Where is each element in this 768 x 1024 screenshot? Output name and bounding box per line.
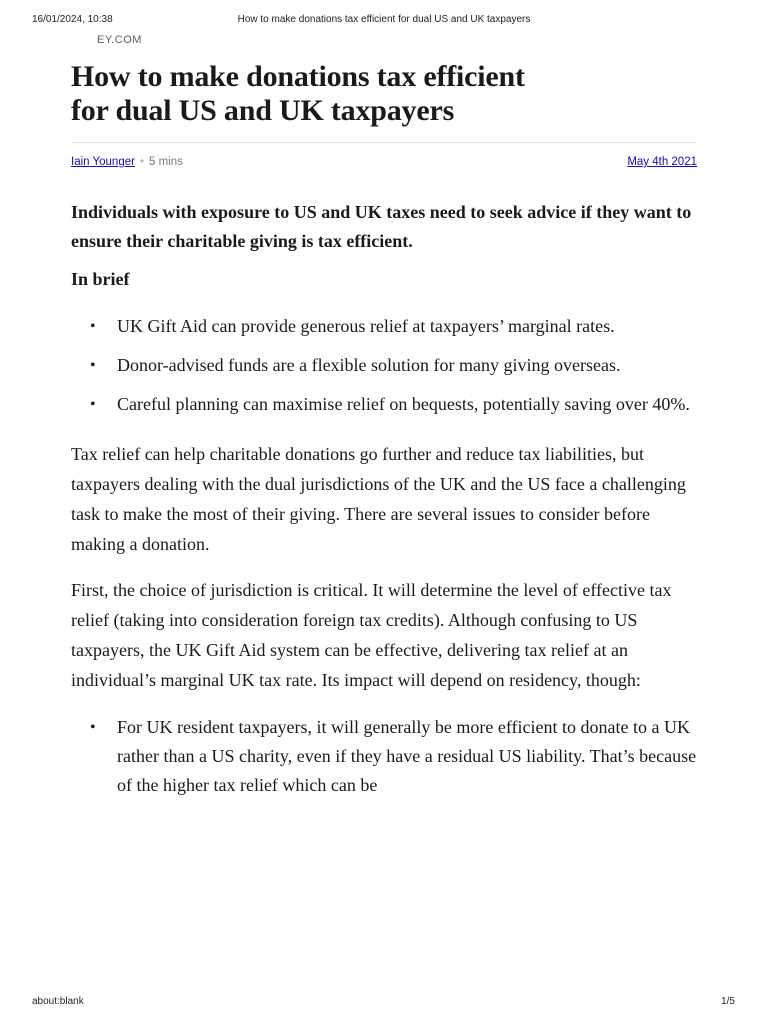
print-url: about:blank [32, 996, 84, 1007]
site-label: EY.COM [97, 34, 142, 46]
list-item-text: Careful planning can maximise relief on bequests, potentially saving over 40%. [117, 394, 690, 414]
list-item-text: For UK resident taxpayers, it will generally be more efficient to donate to a UK rather than a US charity, even if they have a residual US liability. That’s because of the higher tax relief which can be [117, 717, 697, 795]
bullet-icon: • [90, 357, 96, 374]
list-item [71, 312, 697, 341]
author-link[interactable]: Iain Younger [71, 156, 135, 168]
publish-date-link[interactable]: May 4th 2021 [627, 156, 697, 168]
article-lead: Individuals with exposure to US and UK taxes need to seek advice if they want to ensure their charitable giving is tax efficient. [71, 202, 692, 251]
list-item [71, 390, 697, 419]
brief-list [71, 312, 697, 419]
byline-separator: • [139, 156, 144, 168]
bullet-icon: • [90, 396, 96, 413]
list-item-text: UK Gift Aid can provide generous relief at taxpayers’ marginal rates. [117, 316, 615, 336]
paragraph-2: First, the choice of jurisdiction is critical. It will determine the level of effective tax relief (taking into consideration foreign tax credits). Although confusing to US taxpayers, the UK Gift Aid system can be effective, delivering tax relief at an individual’s marginal UK tax rate. Its impact will depend on residency, though: [71, 580, 672, 690]
residency-list [71, 713, 697, 800]
article [71, 60, 697, 810]
title-divider [71, 142, 697, 143]
in-brief-heading: In brief [71, 269, 130, 289]
byline [71, 156, 697, 176]
read-time: 5 mins [148, 156, 183, 168]
paragraph-1: Tax relief can help charitable donations go further and reduce tax liabilities, but taxpayers dealing with the dual jurisdictions of the UK and the US face a challenging task to make the most of their giving. There are several issues to consider before making a donation. [71, 444, 686, 554]
list-item [71, 713, 697, 800]
article-title [71, 60, 697, 128]
list-item [71, 351, 697, 380]
bullet-icon: • [90, 318, 96, 335]
article-title-line-1: How to make donations tax efficient [71, 60, 525, 93]
article-title-line-2: for dual US and UK taxpayers [71, 94, 455, 127]
list-item-text: Donor-advised funds are a flexible solution for many giving overseas. [117, 355, 621, 375]
print-doc-title: How to make donations tax efficient for dual US and UK taxpayers [237, 14, 531, 25]
bullet-icon: • [90, 719, 96, 736]
page-number: 1/5 [721, 996, 735, 1007]
print-datetime: 16/01/2024, 10:38 [32, 14, 113, 25]
